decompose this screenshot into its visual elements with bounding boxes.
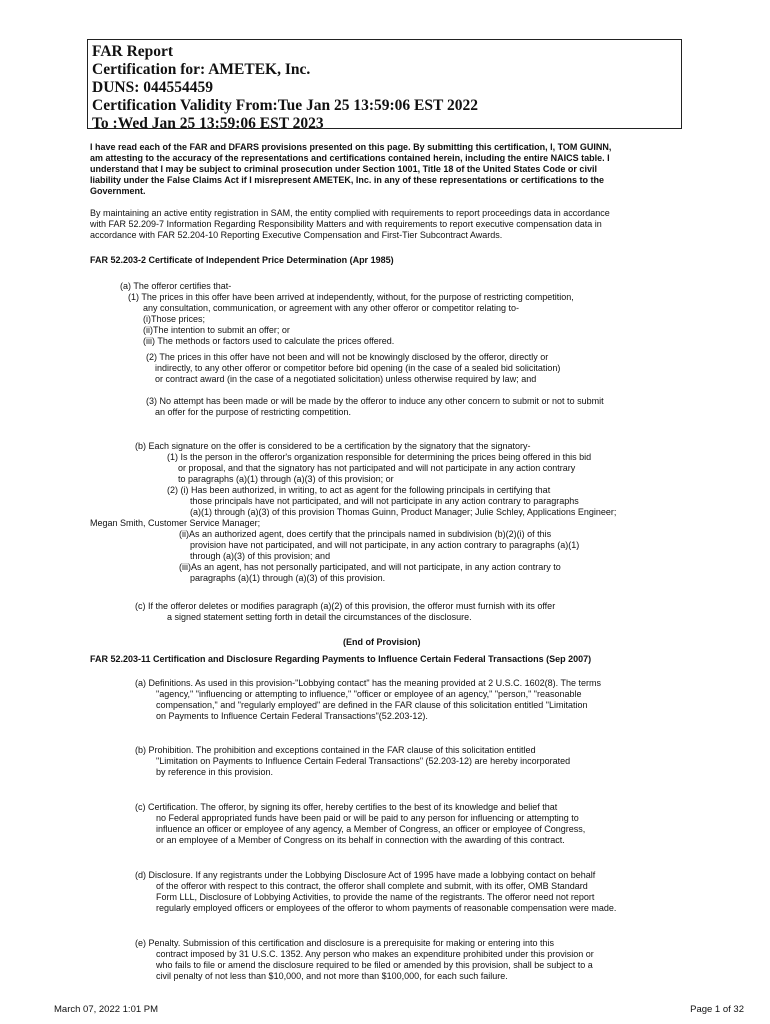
far-203-2-title: FAR 52.203-2 Certificate of Independent Price Determination (Apr 1985) [90, 255, 394, 265]
text-line: or contract award (in the case of a negotiated solicitation) unless otherwise required by law; and [155, 374, 537, 384]
text-line: (c) If the offeror deletes or modifies paragraph (a)(2) of this provision, the offeror must furnish with its offer [135, 601, 556, 611]
text-line: no Federal appropriated funds have been paid or will be paid to any person for influencing or attempting to [156, 813, 579, 823]
section-a [0, 281, 574, 347]
text-line: (2) The prices in this offer have not been and will not be knowingly disclosed by the offeror, directly or [146, 352, 549, 362]
text-line: regularly employed officers or employees of the offeror to whom payments of reasonable compensation were made. [156, 903, 617, 913]
section-c [0, 601, 556, 623]
text-line: paragraphs (a)(1) through (a)(3) of this provision. [190, 573, 386, 583]
end-of-provision: (End of Provision) [343, 637, 421, 647]
text-line: (c) Certification. The offeror, by signing its offer, hereby certifies to the best of its knowledge and belief that [135, 802, 558, 812]
footer-date: March 07, 2022 1:01 PM [54, 1004, 159, 1015]
text-line: "Limitation on Payments to Influence Certain Federal Transactions" (52.203-12) are hereby incorporated [156, 756, 571, 766]
text-line: to paragraphs (a)(1) through (a)(3) of this provision; or [178, 474, 394, 484]
maintaining-paragraph: By maintaining an active entity registration in SAM, the entity complied with requirements to report proceedings data in accordance with FAR 52.209-7 Information Regarding Responsibility Matters and with requirements to report executive compensation data in accordance with FAR 52.204-10 Reporting Executive Compensation and First-Tier Subcontract Awards. [90, 208, 610, 240]
text-line: a signed statement setting forth in detail the circumstances of the disclosure. [167, 612, 472, 622]
text-line: or proposal, and that the signatory has not participated and will not participate in any action contrary [178, 463, 576, 473]
provision-c-certification [0, 802, 586, 846]
text-line: Form LLL, Disclosure of Lobbying Activities, to provide the name of the registrants. The offeror need not report [156, 892, 595, 902]
text-line: those principals have not participated, and will not participate in any action contrary to paragraphs [190, 496, 579, 506]
text-line: (1) The prices in this offer have been arrived at independently, without, for the purpose of restricting competition, [128, 292, 574, 302]
footer-page-number: Page 1 of 32 [690, 1004, 744, 1015]
attestation-paragraph: I have read each of the FAR and DFARS provisions presented on this page. By submitting this certification, I, TOM GUINN, am attesting to the accuracy of the representations and certifications contained herein, including the entire NAICS table. I understand that I may be subject to criminal prosecution under Section 1001, Title 18 of the United States Code or civil liability under the False Claims Act if I misrepresent AMETEK, Inc. in any of these representations or certifications to the Government. [90, 142, 612, 196]
section-b [0, 441, 617, 584]
section-a2 [0, 352, 561, 385]
text-line: any consultation, communication, or agreement with any other offeror or competitor relating to- [143, 303, 520, 313]
validity-to: To :Wed Jan 25 13:59:06 EST 2023 [92, 115, 324, 132]
text-line: (1) Is the person in the offeror's organization responsible for determining the prices being offered in this bid [167, 452, 592, 462]
text-line: by reference in this provision. [156, 767, 274, 777]
provision-b-prohibition [0, 745, 571, 778]
report-title: FAR Report [92, 43, 174, 60]
text-line: (2) (i) Has been authorized, in writing, to act as agent for the following principals in certifying that [167, 485, 551, 495]
text-line: (ii)As an authorized agent, does certify that the principals named in subdivision (b)(2)(i) of this [179, 529, 552, 539]
text-line: of the offeror with respect to this contract, the offeror shall complete and submit, with its offer, OMB Standard [156, 881, 588, 891]
text-line: who fails to file or amend the disclosure required to be filed or amended by this provision, shall be subject to a [156, 960, 593, 970]
text-line: compensation," and "regularly employed" are defined in the FAR clause of this solicitation entitled "Limitation [156, 700, 588, 710]
text-line: (b) Each signature on the offer is considered to be a certification by the signatory that the signatory- [135, 441, 531, 451]
text-line: Megan Smith, Customer Service Manager; [90, 518, 261, 528]
text-line: influence an officer or employee of any agency, a Member of Congress, an officer or employee of Congress, [156, 824, 586, 834]
section-a3 [0, 396, 604, 418]
duns-number: DUNS: 044554459 [92, 79, 213, 96]
text-line: contract imposed by 31 U.S.C. 1352. Any person who makes an expenditure prohibited under this provision or [156, 949, 594, 959]
text-line: an offer for the purpose of restricting competition. [155, 407, 351, 417]
text-line: or an employee of a Member of Congress on its behalf in connection with the awarding of this contract. [156, 835, 565, 845]
report-header [87, 39, 682, 132]
certification-for: Certification for: AMETEK, Inc. [92, 61, 311, 78]
text-line: provision have not participated, and will not participate, in any action contrary to paragraphs (a)(1) [190, 540, 580, 550]
text-line: "agency," "influencing or attempting to influence," "officer or employee of an agency," "person," "reasonable [156, 689, 582, 699]
text-line: on Payments to Influence Certain Federal Transactions"(52.203-12). [156, 711, 428, 721]
text-line: indirectly, to any other offeror or competitor before bid opening (in the case of a sealed bid solicitation) [155, 363, 561, 373]
provision-e-penalty [0, 938, 594, 982]
text-line: (a) Definitions. As used in this provision-"Lobbying contact" has the meaning provided at 2 U.S.C. 1602(8). The terms [135, 678, 601, 688]
text-line: (a) The offeror certifies that- [120, 281, 232, 291]
text-line: through (a)(3) of this provision; and [190, 551, 331, 561]
text-line: (d) Disclosure. If any registrants under the Lobbying Disclosure Act of 1995 have made a lobbying contact on behalf [135, 870, 596, 880]
validity-from: Certification Validity From:Tue Jan 25 13:59:06 EST 2022 [92, 97, 478, 114]
text-line: (iii) The methods or factors used to calculate the prices offered. [143, 336, 395, 346]
text-line: (3) No attempt has been made or will be made by the offeror to induce any other concern to submit or not to submit [146, 396, 604, 406]
text-line: civil penalty of not less than $10,000, and not more than $100,000, for each such failure. [156, 971, 508, 981]
far-203-11-title: FAR 52.203-11 Certification and Disclosure Regarding Payments to Influence Certain Federal Transactions (Sep 2007) [90, 654, 592, 664]
provision-a-definitions [0, 678, 601, 722]
text-line: (i)Those prices; [143, 314, 206, 324]
text-line: (a)(1) through (a)(3) of this provision Thomas Guinn, Product Manager; Julie Schley, Applications Engineer; [190, 507, 617, 517]
text-line: (iii)As an agent, has not personally participated, and will not participate, in any action contrary to [179, 562, 561, 572]
text-line: (e) Penalty. Submission of this certification and disclosure is a prerequisite for making or entering into this [135, 938, 555, 948]
provision-d-disclosure [0, 870, 617, 914]
text-line: (b) Prohibition. The prohibition and exceptions contained in the FAR clause of this solicitation entitled [135, 745, 536, 755]
text-line: (ii)The intention to submit an offer; or [143, 325, 290, 335]
